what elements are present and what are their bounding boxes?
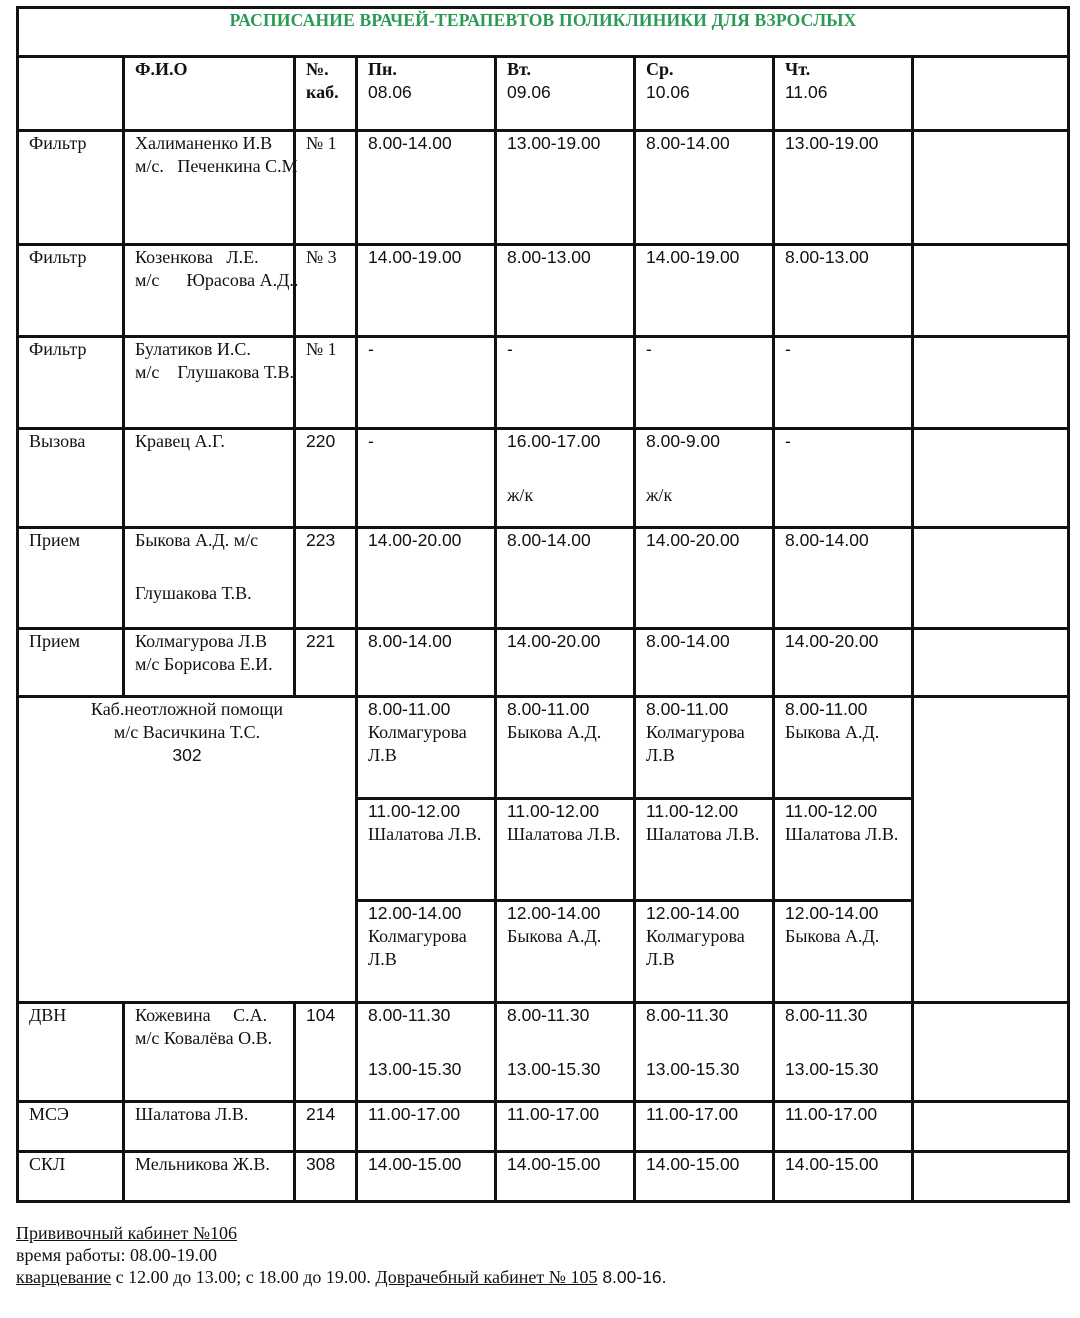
table-row [18, 337, 1069, 429]
footer-notes [16, 1222, 667, 1288]
emergency-slot [496, 799, 635, 901]
doctor-name: Халиманенко И.В [135, 133, 273, 153]
row-name [124, 337, 295, 429]
time-value-2: 13.00-15.30 [368, 1059, 462, 1079]
header-empty-cell [913, 57, 1069, 131]
row-name: Мельникова Ж.В. [124, 1152, 295, 1202]
time-cell: - [357, 429, 496, 528]
table-row [18, 245, 1069, 337]
slot-time: 12.00-14.00 [368, 903, 462, 923]
emergency-label [18, 697, 357, 1003]
day-date: 09.06 [507, 82, 551, 102]
emergency-slot [496, 697, 635, 799]
empty-cell [913, 528, 1069, 629]
time-cell: 8.00-14.00 [635, 131, 774, 245]
slot-time: 12.00-14.00 [507, 903, 601, 923]
time-cell [774, 1003, 913, 1102]
row-cabinet: № 1 [295, 337, 357, 429]
emergency-slot [635, 697, 774, 799]
time-cell: 8.00-14.00 [774, 528, 913, 629]
doctor-name: Козенкова Л.Е. [135, 247, 259, 267]
table-row [18, 429, 1069, 528]
row-type: ДВН [18, 1003, 124, 1102]
emergency-slot [774, 799, 913, 901]
slot-doctor: Шалатова Л.В. [785, 824, 899, 844]
emergency-slot [635, 901, 774, 1003]
slot-doctor: Шалатова Л.В. [507, 824, 621, 844]
time-value: 16.00-17.00 [507, 431, 601, 451]
slot-doctor: Колмагурова Л.В [646, 926, 745, 969]
nurse-name: м/с Глушакова Т.В. [135, 362, 295, 382]
header-day-wed [635, 57, 774, 131]
predoctor-hours: 8.00-16. [597, 1267, 667, 1287]
time-cell: 14.00-20.00 [357, 528, 496, 629]
time-cell: 14.00-20.00 [635, 528, 774, 629]
row-cabinet: № 3 [295, 245, 357, 337]
slot-time: 8.00-11.00 [646, 699, 729, 719]
time-cell: 14.00-15.00 [774, 1152, 913, 1202]
table-row [18, 1152, 1069, 1202]
time-value: 8.00-11.30 [507, 1005, 590, 1025]
quartz-label: кварцевание [16, 1267, 112, 1287]
nurse-name: м/с Юрасова А.Д.. [135, 270, 299, 290]
day-date: 08.06 [368, 82, 412, 102]
schedule-table [16, 6, 1070, 1203]
doctor-name: Булатиков И.С. [135, 339, 251, 359]
time-cell [635, 429, 774, 528]
time-value-2: 13.00-15.30 [785, 1059, 879, 1079]
row-name: Кравец А.Г. [124, 429, 295, 528]
header-day-mon [357, 57, 496, 131]
time-cell: 8.00-14.00 [357, 629, 496, 697]
day-date: 10.06 [646, 82, 690, 102]
quartz-times: с 12.00 до 13.00; с 18.00 до 19.00. [111, 1267, 376, 1287]
table-row [18, 1003, 1069, 1102]
doctor-name: Колмагурова Л.В [135, 631, 267, 651]
row-name [124, 528, 295, 629]
row-cabinet: 104 [295, 1003, 357, 1102]
emergency-slot [357, 697, 496, 799]
time-cell: - [774, 429, 913, 528]
slot-doctor: Колмагурова Л.В [368, 722, 467, 765]
time-cell [496, 1003, 635, 1102]
emergency-title: Каб.неотложной помощи [90, 699, 284, 719]
time-cell: 14.00-20.00 [774, 629, 913, 697]
header-day-thu [774, 57, 913, 131]
predoctor-cabinet-title: Доврачебный кабинет № 105 [375, 1267, 598, 1287]
time-cell: 14.00-15.00 [496, 1152, 635, 1202]
nurse-name: Глушакова Т.В. [135, 583, 252, 603]
time-note: ж/к [507, 485, 534, 505]
title-row [18, 8, 1069, 57]
table-row [18, 131, 1069, 245]
row-cabinet: 220 [295, 429, 357, 528]
empty-cell [913, 629, 1069, 697]
slot-time: 8.00-11.00 [507, 699, 590, 719]
nurse-name: м/с Борисова Е.И. [135, 654, 273, 674]
day-name: Ср. [646, 59, 674, 79]
header-cabinet-line2: каб. [306, 82, 339, 102]
emergency-slot [357, 901, 496, 1003]
header-type-cell [18, 57, 124, 131]
time-cell: 14.00-19.00 [635, 245, 774, 337]
row-type: Прием [18, 629, 124, 697]
time-cell: 14.00-15.00 [357, 1152, 496, 1202]
row-type: МСЭ [18, 1102, 124, 1152]
nurse-name: м/с Ковалёва О.В. [135, 1028, 273, 1048]
row-cabinet: № 1 [295, 131, 357, 245]
time-value-2: 13.00-15.30 [507, 1059, 601, 1079]
emergency-slot [774, 697, 913, 799]
time-cell: 8.00-13.00 [774, 245, 913, 337]
time-cell: - [635, 337, 774, 429]
empty-cell [913, 131, 1069, 245]
emergency-slot [774, 901, 913, 1003]
table-row [18, 528, 1069, 629]
slot-doctor: Шалатова Л.В. [368, 824, 482, 844]
slot-time: 8.00-11.00 [368, 699, 451, 719]
emergency-slot [496, 901, 635, 1003]
time-cell [635, 1003, 774, 1102]
row-cabinet: 221 [295, 629, 357, 697]
row-name [124, 131, 298, 245]
emergency-slot [635, 799, 774, 901]
table-row [18, 1102, 1069, 1152]
row-type: Вызова [18, 429, 124, 528]
slot-time: 12.00-14.00 [785, 903, 879, 923]
row-cabinet: 308 [295, 1152, 357, 1202]
emergency-room: 302 [172, 745, 202, 765]
time-cell: 8.00-14.00 [635, 629, 774, 697]
empty-cell [913, 1152, 1069, 1202]
row-name [124, 629, 295, 697]
row-type: Прием [18, 528, 124, 629]
day-name: Вт. [507, 59, 531, 79]
slot-time: 11.00-12.00 [368, 801, 461, 821]
slot-time: 8.00-11.00 [785, 699, 868, 719]
time-value-2: 13.00-15.30 [646, 1059, 740, 1079]
time-cell: 14.00-19.00 [357, 245, 496, 337]
row-type: Фильтр [18, 131, 124, 245]
doctor-name: Быкова А.Д. м/с [135, 530, 259, 550]
time-value: 8.00-9.00 [646, 431, 720, 451]
time-cell: 11.00-17.00 [496, 1102, 635, 1152]
time-value: 8.00-11.30 [368, 1005, 451, 1025]
schedule-title: РАСПИСАНИЕ ВРАЧЕЙ-ТЕРАПЕВТОВ ПОЛИКЛИНИКИ ДЛЯ ВЗРОСЛЫХ [18, 8, 1069, 57]
header-row [18, 57, 1069, 131]
slot-doctor: Быкова А.Д. [785, 722, 880, 742]
slot-time: 12.00-14.00 [646, 903, 740, 923]
slot-time: 11.00-12.00 [646, 801, 739, 821]
day-name: Чт. [785, 59, 811, 79]
time-cell: 13.00-19.00 [774, 131, 913, 245]
empty-cell [913, 245, 1069, 337]
empty-cell [913, 1003, 1069, 1102]
slot-doctor: Быкова А.Д. [507, 722, 602, 742]
time-cell: 13.00-19.00 [496, 131, 635, 245]
vaccination-cabinet-title: Прививочный кабинет №106 [16, 1223, 238, 1243]
time-cell: 8.00-14.00 [496, 528, 635, 629]
empty-cell [913, 429, 1069, 528]
empty-cell [913, 337, 1069, 429]
time-cell: 14.00-15.00 [635, 1152, 774, 1202]
time-note: ж/к [646, 485, 673, 505]
row-name [124, 1003, 295, 1102]
vaccination-hours: время работы: 08.00-19.00 [16, 1245, 218, 1265]
emergency-nurse: м/с Васичкина Т.С. [113, 722, 261, 742]
time-value: 8.00-11.30 [785, 1005, 868, 1025]
slot-time: 11.00-12.00 [507, 801, 600, 821]
time-cell: 8.00-14.00 [357, 131, 496, 245]
doctor-name: Кожевина С.А. [135, 1005, 268, 1025]
header-fio: Ф.И.О [124, 57, 295, 131]
emergency-slot [357, 799, 496, 901]
day-name: Пн. [368, 59, 397, 79]
row-name: Шалатова Л.В. [124, 1102, 295, 1152]
time-cell: 11.00-17.00 [635, 1102, 774, 1152]
time-cell: - [496, 337, 635, 429]
slot-doctor: Быкова А.Д. [785, 926, 880, 946]
time-cell: - [774, 337, 913, 429]
nurse-name: м/с. Печенкина С.М [135, 156, 298, 176]
slot-time: 11.00-12.00 [785, 801, 878, 821]
empty-cell [913, 697, 1069, 1003]
row-type: СКЛ [18, 1152, 124, 1202]
row-name [124, 245, 299, 337]
time-value: 8.00-11.30 [646, 1005, 729, 1025]
header-cabinet [295, 57, 357, 131]
slot-doctor: Колмагурова Л.В [368, 926, 467, 969]
slot-doctor: Быкова А.Д. [507, 926, 602, 946]
time-cell: 11.00-17.00 [357, 1102, 496, 1152]
header-cabinet-line1: №. [306, 59, 329, 79]
time-cell: 14.00-20.00 [496, 629, 635, 697]
day-date: 11.06 [785, 82, 828, 102]
row-cabinet: 223 [295, 528, 357, 629]
header-day-tue [496, 57, 635, 131]
empty-cell [913, 1102, 1069, 1152]
time-cell: 8.00-13.00 [496, 245, 635, 337]
time-cell [496, 429, 635, 528]
time-cell [357, 1003, 496, 1102]
emergency-row [18, 697, 1069, 799]
row-cabinet: 214 [295, 1102, 357, 1152]
slot-doctor: Колмагурова Л.В [646, 722, 745, 765]
row-type: Фильтр [18, 245, 124, 337]
table-row [18, 629, 1069, 697]
slot-doctor: Шалатова Л.В. [646, 824, 760, 844]
time-cell: - [357, 337, 496, 429]
time-cell: 11.00-17.00 [774, 1102, 913, 1152]
row-type: Фильтр [18, 337, 124, 429]
